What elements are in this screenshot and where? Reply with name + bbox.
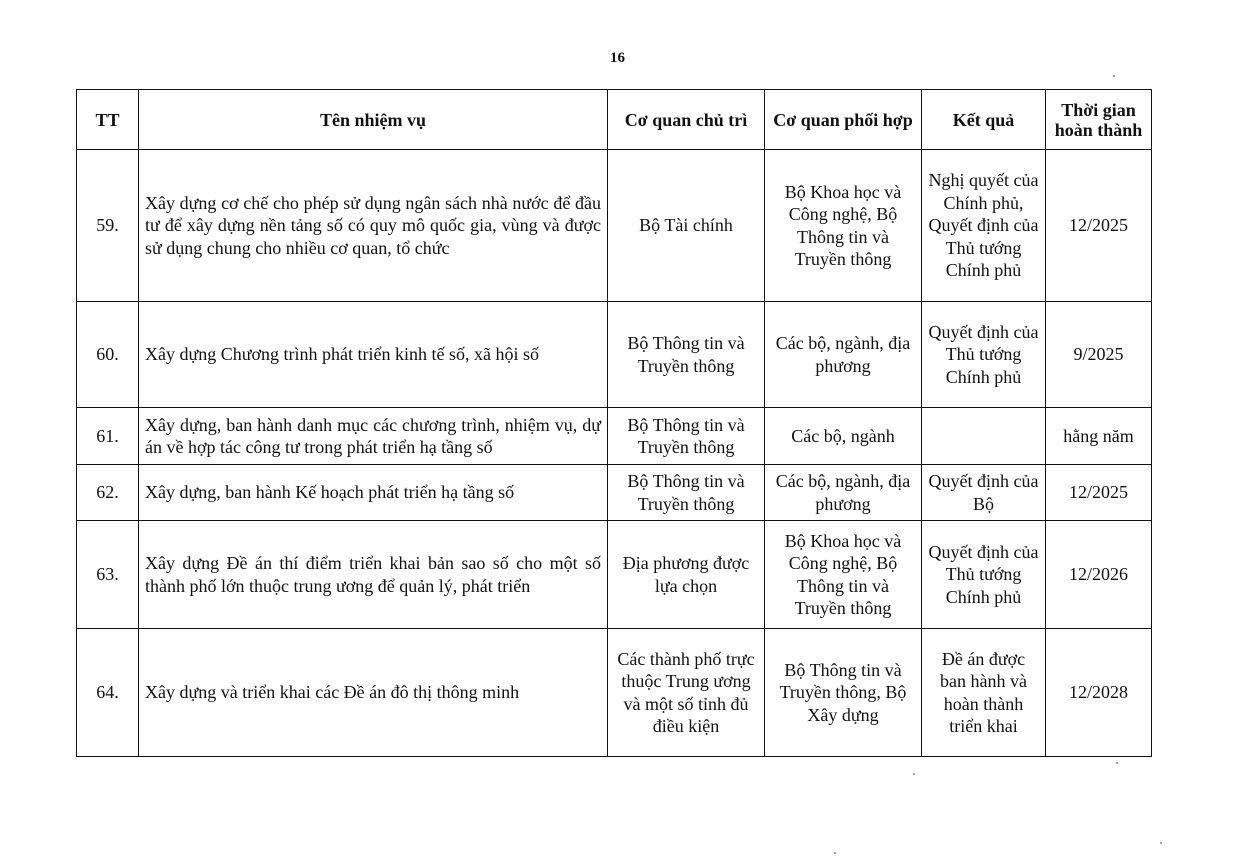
cell-tt: 62. — [77, 465, 139, 521]
table-row — [77, 629, 1152, 757]
scan-speck — [1113, 75, 1115, 77]
cell-coop: Bộ Khoa học và Công nghệ, Bộ Thông tin và Truyền thông — [765, 521, 922, 629]
header-result: Kết quả — [922, 90, 1046, 150]
cell-lead: Bộ Thông tin và Truyền thông — [608, 465, 765, 521]
cell-coop: Các bộ, ngành — [765, 408, 922, 465]
cell-name: Xây dựng, ban hành Kế hoạch phát triển hạ tầng số — [139, 465, 608, 521]
scan-speck — [1116, 762, 1118, 764]
cell-result: Quyết định của Thủ tướng Chính phủ — [922, 302, 1046, 408]
cell-deadline: 9/2025 — [1046, 302, 1152, 408]
table-row — [77, 302, 1152, 408]
cell-deadline: 12/2025 — [1046, 465, 1152, 521]
cell-coop: Bộ Khoa học và Công nghệ, Bộ Thông tin và Truyền thông — [765, 150, 922, 302]
cell-name: Xây dựng Đề án thí điểm triển khai bản sao số cho một số thành phố lớn thuộc trung ương để quản lý, phát triển — [139, 521, 608, 629]
cell-result: Đề án được ban hành và hoàn thành triển khai — [922, 629, 1046, 757]
table-row — [77, 150, 1152, 302]
cell-coop: Các bộ, ngành, địa phương — [765, 465, 922, 521]
table-row — [77, 465, 1152, 521]
cell-deadline: hằng năm — [1046, 408, 1152, 465]
cell-lead: Các thành phố trực thuộc Trung ương và một số tỉnh đủ điều kiện — [608, 629, 765, 757]
cell-coop: Các bộ, ngành, địa phương — [765, 302, 922, 408]
cell-deadline: 12/2028 — [1046, 629, 1152, 757]
cell-tt: 59. — [77, 150, 139, 302]
cell-name: Xây dựng, ban hành danh mục các chương trình, nhiệm vụ, dự án về hợp tác công tư trong phát triển hạ tầng số — [139, 408, 608, 465]
cell-tt: 60. — [77, 302, 139, 408]
cell-result: Quyết định của Bộ — [922, 465, 1046, 521]
table-row — [77, 408, 1152, 465]
tasks-table — [76, 89, 1152, 757]
header-tt: TT — [77, 90, 139, 150]
cell-lead: Bộ Tài chính — [608, 150, 765, 302]
cell-tt: 63. — [77, 521, 139, 629]
scan-speck — [913, 773, 915, 775]
header-coop: Cơ quan phối hợp — [765, 90, 922, 150]
scan-speck — [834, 852, 836, 854]
cell-result: Nghị quyết của Chính phủ, Quyết định của Thủ tướng Chính phủ — [922, 150, 1046, 302]
cell-coop: Bộ Thông tin và Truyền thông, Bộ Xây dựng — [765, 629, 922, 757]
cell-result — [922, 408, 1046, 465]
cell-tt: 64. — [77, 629, 139, 757]
cell-name: Xây dựng cơ chế cho phép sử dụng ngân sách nhà nước để đầu tư để xây dựng nền tảng số có quy mô quốc gia, vùng và được sử dụng chung cho nhiều cơ quan, tổ chức — [139, 150, 608, 302]
header-deadline: Thời gian hoàn thành — [1046, 90, 1152, 150]
cell-lead: Địa phương được lựa chọn — [608, 521, 765, 629]
cell-name: Xây dựng Chương trình phát triển kinh tế số, xã hội số — [139, 302, 608, 408]
cell-result: Quyết định của Thủ tướng Chính phủ — [922, 521, 1046, 629]
page-number: 16 — [610, 50, 625, 66]
cell-lead: Bộ Thông tin và Truyền thông — [608, 302, 765, 408]
table-header-row — [77, 90, 1152, 150]
scan-speck — [1160, 842, 1162, 844]
header-name: Tên nhiệm vụ — [139, 90, 608, 150]
table-row — [77, 521, 1152, 629]
cell-tt: 61. — [77, 408, 139, 465]
cell-deadline: 12/2026 — [1046, 521, 1152, 629]
cell-lead: Bộ Thông tin và Truyền thông — [608, 408, 765, 465]
cell-deadline: 12/2025 — [1046, 150, 1152, 302]
cell-name: Xây dựng và triển khai các Đề án đô thị thông minh — [139, 629, 608, 757]
header-lead: Cơ quan chủ trì — [608, 90, 765, 150]
